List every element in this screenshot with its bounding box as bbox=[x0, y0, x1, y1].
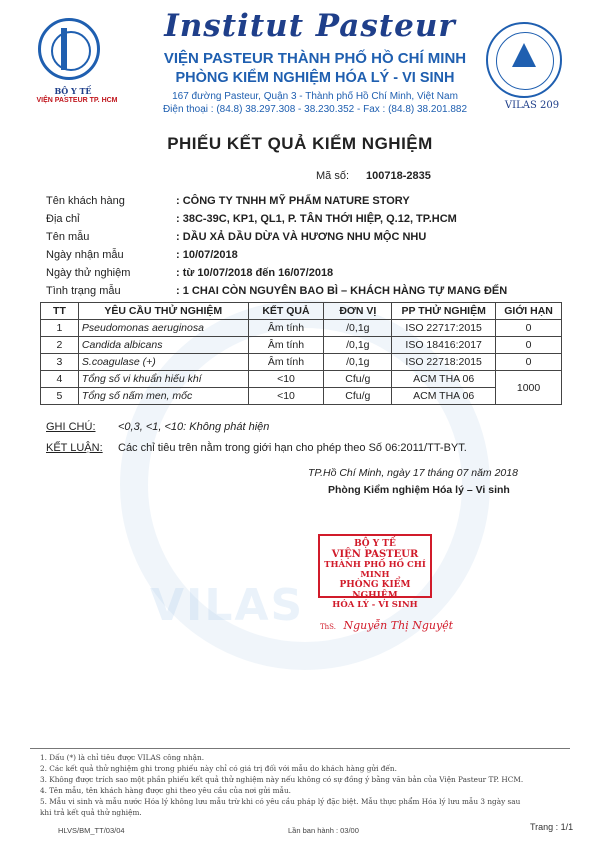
cell-method: ISO 22717:2015 bbox=[392, 320, 496, 337]
cell-test: Tổng số nấm men, mốc bbox=[78, 388, 248, 405]
info-label: Tên khách hàng bbox=[46, 195, 125, 207]
column-header: ĐƠN VỊ bbox=[324, 303, 392, 320]
cell-tt: 2 bbox=[41, 337, 79, 354]
cell-result: Âm tính bbox=[248, 354, 324, 371]
info-value: : 10/07/2018 bbox=[176, 249, 238, 261]
signature bbox=[320, 619, 453, 632]
column-header: KẾT QUẢ bbox=[248, 303, 324, 320]
info-label: Địa chỉ bbox=[46, 213, 80, 225]
cell-tt: 5 bbox=[41, 388, 79, 405]
caduceus-icon bbox=[61, 28, 67, 70]
vilas-number: VILAS 209 bbox=[504, 100, 560, 111]
footnotes bbox=[40, 752, 570, 818]
institute-name: VIỆN PASTEUR THÀNH PHỐ HỒ CHÍ MINH bbox=[163, 50, 467, 67]
cell-test: Candida albicans bbox=[78, 337, 248, 354]
issue-number: Lần ban hành : 03/00 bbox=[288, 826, 359, 835]
table-row bbox=[41, 337, 562, 354]
stamp-line: VIỆN PASTEUR bbox=[331, 549, 419, 561]
stamp-line: PHÒNG KIỂM NGHIỆM bbox=[339, 580, 411, 601]
footnote: 1. Dấu (*) là chỉ tiêu được VILAS công nhận. bbox=[40, 753, 205, 762]
cell-unit: Cfu/g bbox=[324, 388, 392, 405]
footnote: 5. Mẫu vi sinh và mẫu nước Hóa lý không lưu mẫu trừ khi có yêu cầu pháp lý đặc biệt. Mẫu thực phẩm Hóa lý lưu mẫu 3 ngày sau bbox=[40, 797, 521, 806]
info-value: : 1 CHAI CÒN NGUYÊN BAO BÌ – KHÁCH HÀNG TỰ MANG ĐẾN bbox=[176, 285, 508, 297]
stamp-line: THÀNH PHỐ HỒ CHÍ MINH bbox=[324, 559, 426, 580]
cell-method: ACM THA 06 bbox=[392, 388, 496, 405]
official-stamp bbox=[318, 534, 432, 611]
cell-test: S.coagulase (+) bbox=[78, 354, 248, 371]
code-value: 100718-2835 bbox=[366, 170, 431, 182]
table-row bbox=[41, 388, 562, 405]
watermark-text: VILAS bbox=[150, 580, 305, 631]
footer-divider bbox=[30, 748, 570, 749]
cell-unit: /0,1g bbox=[324, 337, 392, 354]
info-value: : 38C-39C, KP1, QL1, P. TÂN THỚI HIỆP, Q.12, TP.HCM bbox=[176, 213, 457, 225]
conclusion-label: KẾT LUẬN: bbox=[46, 442, 103, 454]
cell-result: Âm tính bbox=[248, 337, 324, 354]
footnote: 4. Tên mẫu, tên khách hàng được ghi theo yêu cầu của nơi gửi mẫu. bbox=[40, 786, 291, 795]
table-header-row bbox=[41, 303, 562, 320]
results-table bbox=[40, 302, 562, 405]
footnote: khi trả kết quả thử nghiệm. bbox=[40, 808, 142, 817]
lab-department: PHÒNG KIỂM NGHIỆM HÓA LÝ - VI SINH bbox=[175, 70, 455, 86]
logo-org-label: BỘ Y TẾ bbox=[54, 86, 92, 96]
column-header: GIỚI HẠN bbox=[496, 303, 562, 320]
column-header: PP THỬ NGHIỆM bbox=[392, 303, 496, 320]
note-text: <0,3, <1, <10: Không phát hiện bbox=[118, 421, 270, 433]
place-date: TP.Hồ Chí Minh, ngày 17 tháng 07 năm 2018 bbox=[308, 467, 518, 479]
vilas-triangle-icon bbox=[512, 43, 536, 67]
cell-unit: /0,1g bbox=[324, 320, 392, 337]
info-value: : từ 10/07/2018 đến 16/07/2018 bbox=[176, 267, 334, 279]
info-label: Tên mẫu bbox=[46, 231, 90, 243]
info-value: : CÔNG TY TNHH MỸ PHẨM NATURE STORY bbox=[176, 195, 410, 207]
cell-tt: 3 bbox=[41, 354, 79, 371]
signer-name: Nguyễn Thị Nguyệt bbox=[343, 619, 454, 632]
conclusion-text: Các chỉ tiêu trên nằm trong giới hạn cho phép theo Số 06:2011/TT-BYT. bbox=[118, 442, 467, 454]
signer-title: ThS. bbox=[320, 623, 336, 631]
info-label: Ngày thử nghiệm bbox=[46, 267, 131, 279]
document-title: PHIẾU KẾT QUẢ KIỂM NGHIỆM bbox=[167, 134, 433, 153]
stamp-line: HÓA LÝ - VI SINH bbox=[332, 600, 418, 611]
cell-shared-limit: 1000 bbox=[496, 371, 562, 405]
info-label: Tình trạng mẫu bbox=[46, 285, 121, 297]
info-value: : DẦU XẢ DẦU DỪA VÀ HƯƠNG NHU MỘC NHU bbox=[176, 231, 427, 243]
table-row bbox=[41, 354, 562, 371]
phone-fax: Điện thoại : (84.8) 38.297.308 - 38.230.352 - Fax : (84.8) 38.201.882 bbox=[162, 104, 468, 115]
cell-tt: 4 bbox=[41, 371, 79, 388]
cell-result: <10 bbox=[248, 371, 324, 388]
cell-test: Tổng số vi khuẩn hiếu khí bbox=[78, 371, 248, 388]
logo-sub-label: VIỆN PASTEUR TP. HCM bbox=[36, 97, 118, 104]
stamp-line: BỘ Y TẾ bbox=[354, 539, 396, 549]
cell-test: Pseudomonas aeruginosa bbox=[78, 320, 248, 337]
column-header: YÊU CẦU THỬ NGHIỆM bbox=[78, 303, 248, 320]
institut-title: Institut Pasteur bbox=[164, 8, 456, 44]
page-number: Trang : 1/1 bbox=[530, 822, 574, 832]
info-label: Ngày nhận mẫu bbox=[46, 249, 124, 261]
footnote: 2. Các kết quả thử nghiệm ghi trong phiếu này chỉ có giá trị đối với mẫu do khách hàng gửi đến. bbox=[40, 764, 397, 773]
cell-limit: 0 bbox=[496, 337, 562, 354]
column-header: TT bbox=[41, 303, 79, 320]
signing-lab: Phòng Kiểm nghiệm Hóa lý – Vi sinh bbox=[328, 484, 510, 496]
cell-unit: /0,1g bbox=[324, 354, 392, 371]
code-label: Mã số: bbox=[316, 170, 350, 182]
note-label: GHI CHÚ: bbox=[46, 421, 96, 433]
table-row bbox=[41, 371, 562, 388]
table-row bbox=[41, 320, 562, 337]
cell-result: Âm tính bbox=[248, 320, 324, 337]
ministry-logo-icon bbox=[38, 18, 100, 80]
cell-limit: 0 bbox=[496, 320, 562, 337]
cell-result: <10 bbox=[248, 388, 324, 405]
address: 167 đường Pasteur, Quận 3 - Thành phố Hồ Chí Minh, Việt Nam bbox=[172, 91, 458, 102]
footnote: 3. Không được trích sao một phần phiếu kết quả thử nghiệm này nếu không có sự đồng ý bằng văn bản của Viện Pasteur TP. HCM. bbox=[40, 775, 524, 784]
form-code: HLVS/BM_TT/03/04 bbox=[58, 826, 125, 835]
cell-unit: Cfu/g bbox=[324, 371, 392, 388]
cell-method: ISO 22718:2015 bbox=[392, 354, 496, 371]
cell-method: ISO 18416:2017 bbox=[392, 337, 496, 354]
cell-limit: 0 bbox=[496, 354, 562, 371]
cell-tt: 1 bbox=[41, 320, 79, 337]
cell-method: ACM THA 06 bbox=[392, 371, 496, 388]
